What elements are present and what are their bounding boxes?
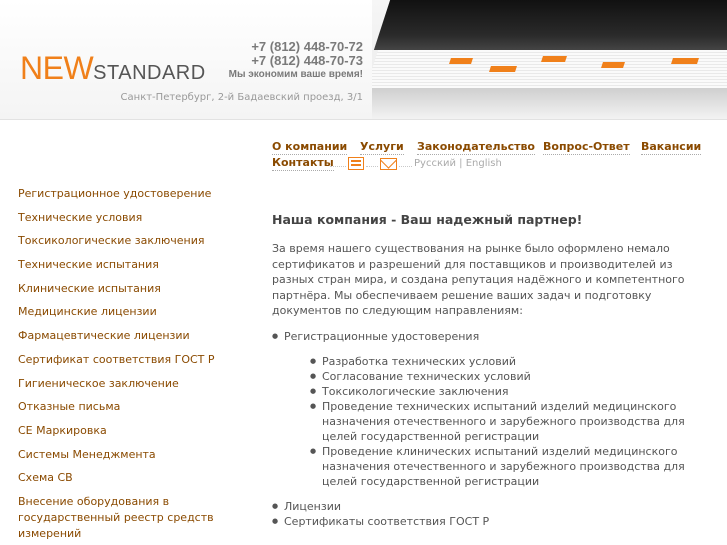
sidebar-item-toxicology[interactable]: Токсикологические заключения [18, 234, 205, 248]
top-navigation [272, 140, 712, 174]
services-list [272, 329, 712, 529]
divider [399, 166, 412, 167]
mail-icon[interactable] [380, 158, 397, 170]
sidebar-item-refusal-letters[interactable]: Отказные письма [18, 400, 121, 414]
nav-about[interactable]: О компании [272, 140, 348, 153]
divider [366, 166, 378, 167]
sidebar-menu [18, 186, 238, 545]
book-tab [489, 66, 517, 72]
main-content [272, 212, 712, 529]
page-title: Наша компания - Ваш надежный партнер! [272, 212, 583, 227]
nav-vacancies[interactable]: Вакансии [641, 140, 702, 153]
sub-list-item: ● Проведение технических испытаний изделий медицинского назначения отечественного и зарубежного производства для целей государственной регистрации [308, 399, 712, 444]
list-item-label: Регистрационные удостоверения [284, 329, 480, 343]
sub-list-item: ● Проведение клинических испытаний изделий медицинского назначения отечественного и зарубежного производства для целей государственной регистрации [308, 444, 712, 489]
sidebar-item-registration[interactable]: Регистрационное удостоверение [18, 187, 212, 200]
sidebar-item-clinical-tests[interactable]: Клинические испытания [18, 281, 161, 295]
nav-row-2 [272, 156, 712, 174]
sidebar-item-pharma-licenses[interactable]: Фармацевтические лицензии [18, 329, 190, 343]
sidebar-item-tech-tests[interactable]: Технические испытания [18, 258, 159, 272]
sidebar-item-measuring-registry[interactable]: Внесение оборудования в государственный реестр средств измерений [18, 494, 214, 540]
header [0, 0, 727, 120]
slogan: Мы экономим ваше время! [228, 69, 363, 80]
sidebar-item-cb-scheme[interactable]: Схема CB [18, 471, 73, 485]
divider [330, 166, 346, 167]
contact-block [229, 40, 363, 81]
phone-1: +7 (812) 448-70-72 [251, 39, 363, 54]
sidebar-item-gost-certificate[interactable]: Сертификат соответствия ГОСТ Р [18, 352, 215, 366]
address: Санкт-Петербург, 2-й Бадаевский проезд, 3/1 [120, 92, 363, 103]
sidebar-item-hygiene[interactable]: Гигиеническое заключение [18, 376, 179, 390]
list-item: ● Сертификаты соответствия ГОСТ Р [272, 514, 712, 529]
sidebar-item-medical-licenses[interactable]: Медицинские лицензии [18, 305, 157, 319]
header-book-image [372, 0, 727, 120]
logo[interactable] [20, 50, 206, 87]
sub-list-item: ● Согласование технических условий [308, 369, 712, 384]
book-tab [671, 58, 699, 64]
logo-new: NEW [20, 50, 94, 86]
sidebar-item-ce-marking[interactable]: CE Маркировка [18, 423, 107, 437]
language-switcher[interactable]: Русский | English [414, 158, 502, 169]
logo-standard: STANDARD [93, 62, 206, 84]
home-icon[interactable] [348, 157, 364, 170]
nav-faq[interactable]: Вопрос-Ответ [543, 140, 630, 153]
sidebar-item-tech-conditions[interactable]: Технические условия [18, 210, 143, 224]
sidebar-item-management-systems[interactable]: Системы Менеджмента [18, 447, 156, 461]
list-item: ● Лицензии [272, 499, 712, 514]
book-shadow [372, 88, 727, 120]
sub-list [308, 354, 712, 489]
nav-legislation[interactable]: Законодательство [417, 140, 535, 153]
list-item [272, 329, 712, 489]
book-tab [541, 56, 567, 62]
nav-services[interactable]: Услуги [360, 140, 404, 153]
book-tab [449, 58, 473, 64]
intro-text: За время нашего существования на рынке было оформлено немало сертификатов и разрешений для поставщиков и производителей из разных стран мира, и создана репутация надёжного и компетентного партнёра. Мы обеспечиваем решение ваших задач и подготовку документов по следующим направлениям: [272, 242, 685, 317]
nav-contacts[interactable]: Контакты [272, 156, 334, 169]
book-cover [374, 0, 727, 50]
phone-2: +7 (812) 448-70-73 [251, 53, 363, 68]
book-tab [601, 62, 625, 68]
sub-list-item: ● Токсикологические заключения [308, 384, 712, 399]
sub-list-item: ● Разработка технических условий [308, 354, 712, 369]
nav-row [272, 140, 712, 156]
